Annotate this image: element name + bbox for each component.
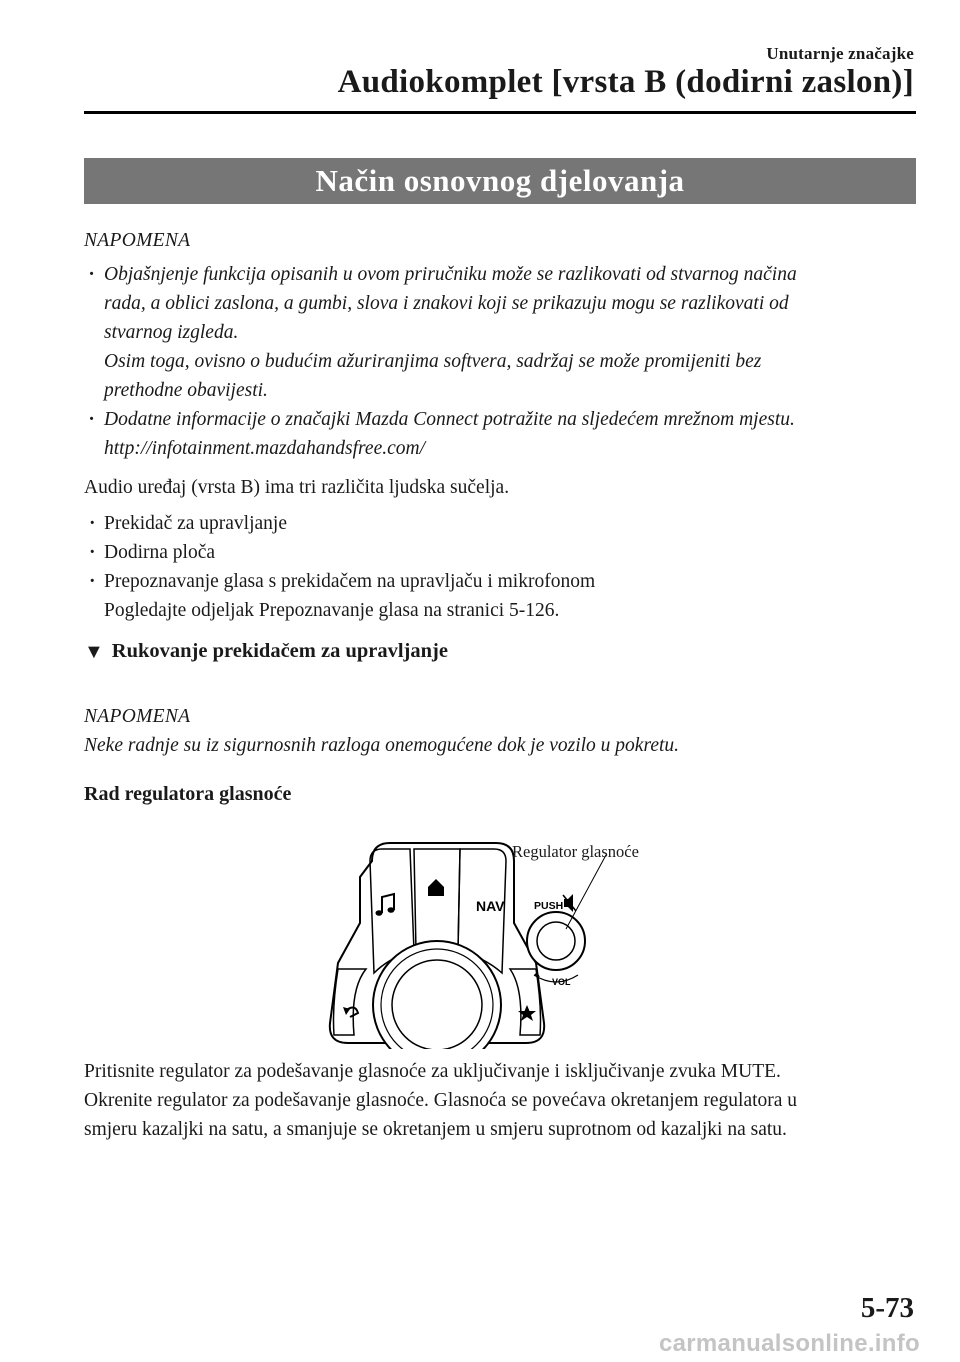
- list-line: · Dodirna ploča: [104, 542, 216, 563]
- commander-switch-illustration: [84, 817, 916, 1049]
- subsection-title: Rukovanje prekidačem za upravljanje: [111, 640, 448, 662]
- interface-list: [84, 509, 916, 625]
- note-url[interactable]: http://infotainment.mazdahandsfree.com/: [104, 438, 425, 459]
- list-line: Pogledajte odjeljak Prepoznavanje glasa na stranici 5-126.: [104, 600, 560, 621]
- note-line: · Dodatne informacije o značajki Mazda Connect potražite na sljedećem mrežnom mjestu.: [104, 409, 795, 430]
- section-title: Način osnovnog djelovanja: [315, 163, 685, 198]
- volume-knob-callout: Regulator glasnoće: [512, 842, 639, 861]
- push-label: PUSH: [534, 900, 564, 912]
- header-divider: [84, 111, 916, 114]
- vol-label: VOL: [552, 977, 571, 987]
- note-heading: NAPOMENA: [84, 706, 191, 727]
- section-banner: [84, 158, 916, 204]
- note-line: stvarnog izgleda.: [104, 322, 239, 343]
- chapter-label: Unutarnje značajke: [766, 44, 914, 63]
- list-line: · Prekidač za upravljanje: [104, 513, 287, 534]
- mute-icon: [563, 894, 576, 912]
- note-line: Osim toga, ovisno o budućim ažuriranjima softvera, sadržaj se može promijeniti bez: [104, 351, 762, 372]
- note-line: prethodne obavijesti.: [104, 380, 268, 401]
- volume-knob-inner: [537, 922, 575, 960]
- description-line: Okrenite regulator za podešavanje glasnoće. Glasnoća se povećava okretanjem regulatora u: [84, 1090, 798, 1111]
- list-item: [84, 567, 916, 625]
- description-line: Pritisnite regulator za podešavanje glasnoće za uključivanje i isključivanje zvuka MUTE.: [84, 1061, 781, 1082]
- page-header-title: Audiokomplet [vrsta B (dodirni zaslon)]: [337, 64, 914, 100]
- subsection-heading: [84, 637, 916, 666]
- list-item: [84, 538, 916, 567]
- intro-paragraph: Audio uređaj (vrsta B) ima tri različita ljudska sučelja.: [84, 477, 510, 498]
- note-item: [84, 405, 916, 463]
- note-text: Neke radnje su iz sigurnosnih razloga onemogućene dok je vozilo u pokretu.: [84, 735, 680, 756]
- page-number: 5-73: [860, 1292, 914, 1324]
- triangle-marker-icon: ▼: [84, 641, 104, 663]
- nav-label: NAV: [476, 898, 505, 914]
- callout-leader: [566, 855, 606, 929]
- page-body: [84, 226, 916, 1144]
- note-list: [84, 260, 916, 463]
- list-line: · Prepoznavanje glasa s prekidačem na upravljaču i mikrofonom: [104, 571, 596, 592]
- note-line: · Objašnjenje funkcija opisanih u ovom priručniku može se razlikovati od stvarnog načina: [104, 264, 797, 285]
- description-line: smjeru kazaljki na satu, a smanjuje se okretanjem u smjeru suprotnom od kazaljki na satu.: [84, 1119, 787, 1140]
- note-line: rada, a oblici zaslona, a gumbi, slova i znakovi koji se prikazuju mogu se razlikovati od: [104, 293, 789, 314]
- commander-knob-inner: [392, 960, 482, 1049]
- note-item: [84, 260, 916, 405]
- volume-description: [84, 1057, 916, 1144]
- volume-heading: Rad regulatora glasnoće: [84, 783, 292, 805]
- note-heading: NAPOMENA: [84, 230, 191, 251]
- controller-figure: [84, 817, 916, 1049]
- list-item: [84, 509, 916, 538]
- watermark: carmanualsonline.info: [658, 1330, 920, 1357]
